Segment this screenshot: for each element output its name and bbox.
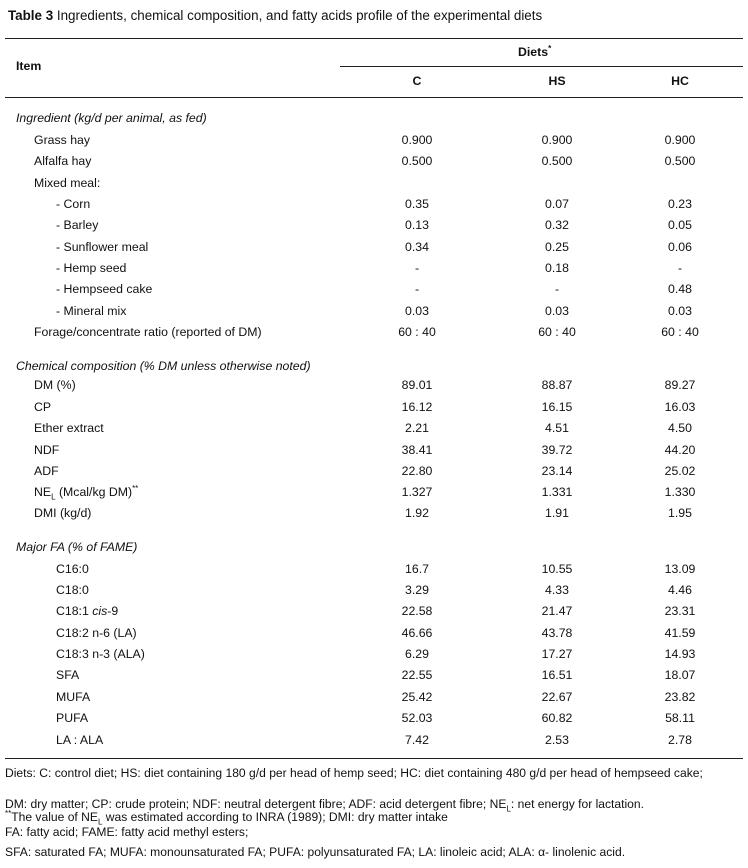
- cell-c: 16.12: [401, 400, 433, 414]
- table-bottom-rule: [5, 758, 743, 759]
- cell-c: -: [414, 282, 420, 296]
- cell-hc: 18.07: [664, 668, 696, 682]
- cell-c: 52.03: [401, 711, 433, 725]
- cell-hs: 21.47: [541, 604, 573, 618]
- footnote-abbrev-a: DM: dry matter; CP: crude protein; NDF: neutral detergent fibre; ADF: acid detergent fibre; NE: [5, 797, 507, 811]
- cell-c: 0.34: [405, 240, 429, 254]
- cell-hs: 0.07: [545, 197, 569, 211]
- row-label: Ether extract: [34, 421, 104, 435]
- cell-hs: 2.53: [545, 733, 569, 747]
- cell-hc: 4.50: [668, 421, 692, 435]
- cell-hc: 1.330: [664, 485, 696, 499]
- cell-hc: 41.59: [664, 626, 696, 640]
- cell-c: 22.55: [401, 668, 433, 682]
- cell-c: 89.01: [401, 378, 433, 392]
- cell-c: 1.327: [401, 485, 433, 499]
- c181-label: C18:1: [56, 604, 93, 618]
- cell-hc: 58.11: [665, 711, 695, 725]
- cell-hs: -: [554, 282, 560, 296]
- cell-hs: 60 : 40: [538, 325, 576, 339]
- cell-hc: 44.20: [664, 443, 696, 457]
- cell-hs: 4.33: [545, 583, 569, 597]
- cell-hs: 17.27: [541, 647, 573, 661]
- cell-c: 0.500: [401, 154, 433, 168]
- cell-hc: 1.95: [668, 506, 692, 520]
- footnote-abbrev-sub: L: [506, 804, 511, 814]
- cell-c: 38.41: [401, 443, 433, 457]
- cell-hc: 0.48: [668, 282, 692, 296]
- cell-c: 0.900: [401, 133, 433, 147]
- cell-hs: 16.51: [541, 668, 573, 682]
- cell-hs: 39.72: [541, 443, 573, 457]
- cell-hc: 0.06: [668, 240, 692, 254]
- row-label: C16:0: [56, 562, 89, 576]
- footnote-nel-b: was estimated according to INRA (1989); DMI: dry matter intake: [102, 810, 448, 824]
- nel-mark: **: [132, 483, 139, 493]
- cell-hs: 88.87: [541, 378, 573, 392]
- footnote-fa-types: SFA: saturated FA; MUFA: monounsaturated FA; PUFA: polyunsaturated FA; LA: linoleic acid; ALA: α- linolenic acid.: [5, 845, 626, 859]
- cell-hs: 1.91: [545, 506, 569, 520]
- cell-hc: 13.09: [664, 562, 696, 576]
- header-diets: [518, 45, 551, 60]
- cell-c: 1.92: [405, 506, 429, 520]
- cell-hs: 4.51: [545, 421, 569, 435]
- cell-hs: 0.900: [541, 133, 573, 147]
- cell-hs: 0.18: [545, 261, 569, 275]
- row-label: Mixed meal:: [34, 176, 101, 190]
- row-label: MUFA: [56, 690, 91, 704]
- header-item: Item: [16, 59, 42, 73]
- cell-c: 0.13: [405, 218, 429, 232]
- cell-hc: 0.03: [668, 304, 692, 318]
- cell-hc: 14.93: [664, 647, 696, 661]
- cell-hc: 60 : 40: [661, 325, 699, 339]
- footnote-abbrev-b: : net energy for lactation.: [510, 797, 644, 811]
- cell-c: 6.29: [405, 647, 429, 661]
- cell-hs: 0.500: [541, 154, 573, 168]
- nel-sub: L: [51, 492, 56, 502]
- nel-rest: (Mcal/kg DM): [55, 485, 133, 499]
- c181-rest: -9: [107, 604, 119, 618]
- caption-label: Table 3: [8, 8, 54, 23]
- cell-c: 60 : 40: [398, 325, 436, 339]
- cell-c: 2.21: [405, 421, 429, 435]
- row-label: PUFA: [56, 711, 89, 725]
- cell-hs: 0.32: [545, 218, 569, 232]
- cell-hc: 25.02: [664, 464, 696, 478]
- cell-c: 3.29: [405, 583, 429, 597]
- header-bottom-rule: [5, 97, 743, 98]
- cell-hc: 2.78: [668, 733, 692, 747]
- cell-hc: 16.03: [664, 400, 696, 414]
- cell-c: 0.35: [405, 197, 429, 211]
- row-label: Alfalfa hay: [34, 154, 92, 168]
- table-caption: [8, 8, 542, 23]
- cell-c: 25.42: [401, 690, 433, 704]
- row-label: - Barley: [56, 218, 99, 232]
- cell-c: 16.7: [405, 562, 429, 576]
- section-ingredient-title: Ingredient (kg/d per animal, as fed): [16, 111, 207, 125]
- c181-italic: cis: [92, 604, 108, 618]
- cell-c: -: [414, 261, 420, 275]
- cell-hs: 16.15: [541, 400, 573, 414]
- row-label: - Mineral mix: [56, 304, 127, 318]
- footnote-fa: FA: fatty acid; FAME: fatty acid methyl esters;: [5, 825, 249, 839]
- cell-hs: 43.78: [541, 626, 573, 640]
- footnote-nel-mark: **: [5, 808, 12, 818]
- header-col-c: C: [412, 74, 422, 88]
- row-label: - Hemp seed: [56, 261, 127, 275]
- row-label: CP: [34, 400, 52, 414]
- cell-c: 22.80: [401, 464, 433, 478]
- cell-hc: 0.23: [668, 197, 692, 211]
- cell-hs: 0.25: [545, 240, 569, 254]
- cell-hs: 10.55: [541, 562, 573, 576]
- cell-c: 22.58: [401, 604, 433, 618]
- caption-text: Ingredients, chemical composition, and fatty acids profile of the experimental diets: [53, 8, 543, 23]
- header-diets-mark: *: [548, 43, 552, 53]
- row-label: C18:3 n-3 (ALA): [56, 647, 145, 661]
- cell-hs: 60.82: [541, 711, 573, 725]
- cell-hs: 22.67: [541, 690, 573, 704]
- cell-c: 46.66: [401, 626, 433, 640]
- cell-c: 0.03: [405, 304, 429, 318]
- row-label: - Corn: [56, 197, 91, 211]
- row-label: DM (%): [34, 378, 76, 392]
- section-chemical-title: Chemical composition (% DM unless otherwise noted): [16, 359, 311, 373]
- header-diets-label: Diets: [518, 45, 549, 59]
- cell-hc: 0.500: [664, 154, 696, 168]
- cell-hc: 4.46: [668, 583, 692, 597]
- row-label: DMI (kg/d): [34, 506, 92, 520]
- header-col-hc: HC: [671, 74, 689, 88]
- row-label-c181: [56, 604, 118, 619]
- footnote-nel-a: The value of NE: [11, 810, 98, 824]
- footnote-diets: Diets: C: control diet; HS: diet containing 180 g/d per head of hemp seed; HC: diet containing 480 g/d per head of hempseed cake;: [5, 766, 703, 780]
- row-label-nel: [34, 485, 138, 500]
- cell-c: 7.42: [405, 733, 429, 747]
- nel-label: NE: [34, 485, 52, 499]
- row-label: Grass hay: [34, 133, 91, 147]
- section-fa-title: Major FA (% of FAME): [16, 540, 138, 554]
- row-label: - Sunflower meal: [56, 240, 149, 254]
- row-label: Forage/concentrate ratio (reported of DM): [34, 325, 262, 339]
- cell-hs: 23.14: [541, 464, 573, 478]
- cell-hc: 0.900: [664, 133, 696, 147]
- footnote-nel: [5, 808, 743, 827]
- cell-hc: -: [677, 261, 683, 275]
- row-label: NDF: [34, 443, 60, 457]
- row-label: ADF: [34, 464, 59, 478]
- row-label: SFA: [56, 668, 80, 682]
- row-label: - Hempseed cake: [56, 282, 153, 296]
- cell-hc: 89.27: [664, 378, 696, 392]
- cell-hc: 0.05: [668, 218, 692, 232]
- top-rule: [5, 38, 743, 39]
- diets-rule: [340, 66, 743, 67]
- row-label: C18:0: [56, 583, 89, 597]
- cell-hc: 23.31: [664, 604, 696, 618]
- row-label: LA : ALA: [56, 733, 104, 747]
- header-col-hs: HS: [548, 74, 566, 88]
- cell-hs: 0.03: [545, 304, 569, 318]
- cell-hc: 23.82: [664, 690, 696, 704]
- footnote-nel-sub: L: [97, 817, 103, 827]
- cell-hs: 1.331: [541, 485, 573, 499]
- row-label: C18:2 n-6 (LA): [56, 626, 137, 640]
